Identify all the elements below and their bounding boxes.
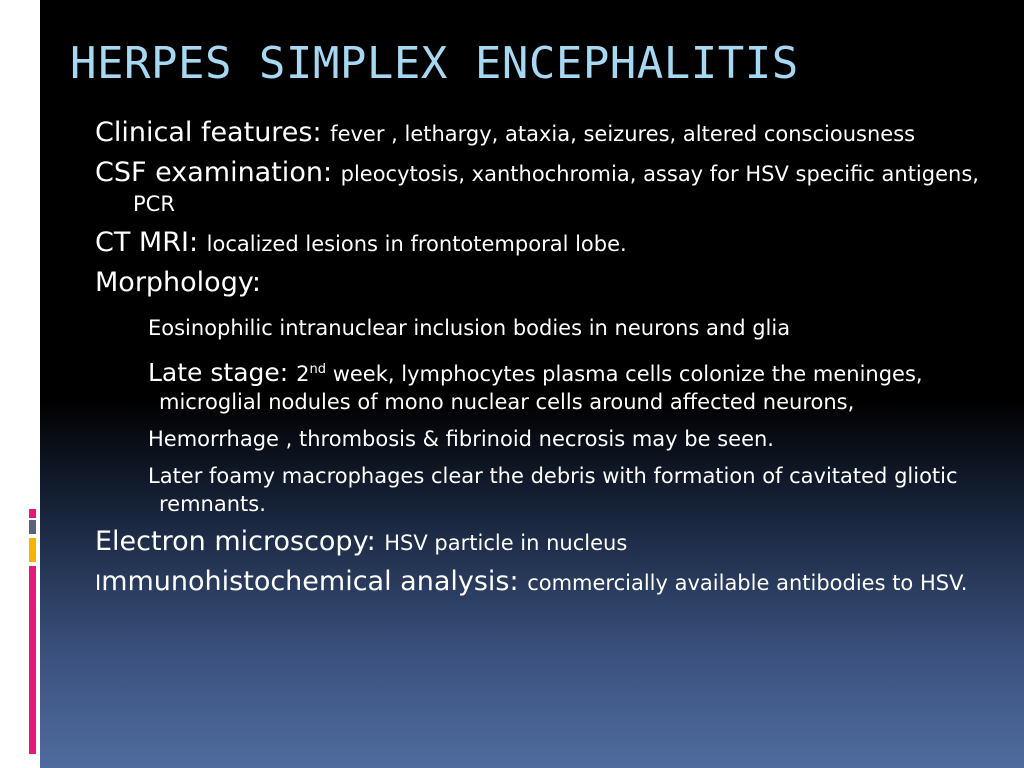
accent-bar-pink xyxy=(29,509,36,518)
sub-bullet-inclusion-bodies xyxy=(122,314,995,342)
sub-bullet-text: Later foamy macrophages clear the debris with formation of cavitated gliotic remnants. xyxy=(148,464,958,516)
bullet-csf-examination xyxy=(95,158,995,220)
sub-bullet-text: Eosinophilic intranuclear inclusion bodies in neurons and glia xyxy=(148,316,791,340)
bullet-heading: mmunohistochemical analysis: xyxy=(101,566,528,597)
bullet-morphology xyxy=(95,268,995,300)
slide-content xyxy=(95,118,995,607)
ordinal-suffix: nd xyxy=(309,362,327,377)
sub-bullet-hemorrhage xyxy=(122,425,995,453)
slide-title: HERPES SIMPLEX ENCEPHALITIS xyxy=(70,38,799,89)
ordinal-number: 2 xyxy=(296,362,310,386)
bullet-electron-microscopy xyxy=(95,527,995,559)
accent-bar-yellow xyxy=(29,538,36,562)
sub-bullet-late-stage xyxy=(122,356,995,416)
bullet-heading: CT MRI: xyxy=(95,227,207,258)
decor-line xyxy=(23,28,24,238)
accent-bar-gray xyxy=(29,520,36,534)
sub-bullet-heading: Late stage: xyxy=(148,358,297,387)
bullet-text: pleocytosis, xanthochromia, assay for HSV specific antigens, PCR xyxy=(133,162,979,216)
bullet-clinical-features xyxy=(95,118,995,150)
bullet-text: HSV particle in nucleus xyxy=(384,531,628,555)
bullet-heading: Clinical features: xyxy=(95,117,331,148)
sub-bullet-foamy-macrophages xyxy=(122,462,995,518)
bullet-text: fever , lethargy, ataxia, seizures, altered consciousness xyxy=(330,122,916,146)
bullet-heading: Electron microscopy: xyxy=(95,526,385,557)
bullet-immunohistochemical xyxy=(95,567,995,599)
bullet-ct-mri xyxy=(95,228,995,260)
bullet-heading: Morphology: xyxy=(95,267,261,298)
decor-line xyxy=(26,0,27,160)
accent-bar-pink-long xyxy=(29,566,36,754)
sub-bullet-text: week, lymphocytes plasma cells colonize the meninges, microglial nodules of mono nuclear cells around affected neurons, xyxy=(159,362,923,414)
bullet-text: localized lesions in frontotemporal lobe. xyxy=(206,232,627,256)
bullet-text: commercially available antibodies to HSV. xyxy=(527,571,968,595)
sub-bullet-text: Hemorrhage , thrombosis & fibrinoid necrosis may be seen. xyxy=(148,427,774,451)
decor-line xyxy=(20,0,21,180)
bullet-heading: CSF examination: xyxy=(95,157,341,188)
bullet-heading-initial: I xyxy=(95,571,102,595)
